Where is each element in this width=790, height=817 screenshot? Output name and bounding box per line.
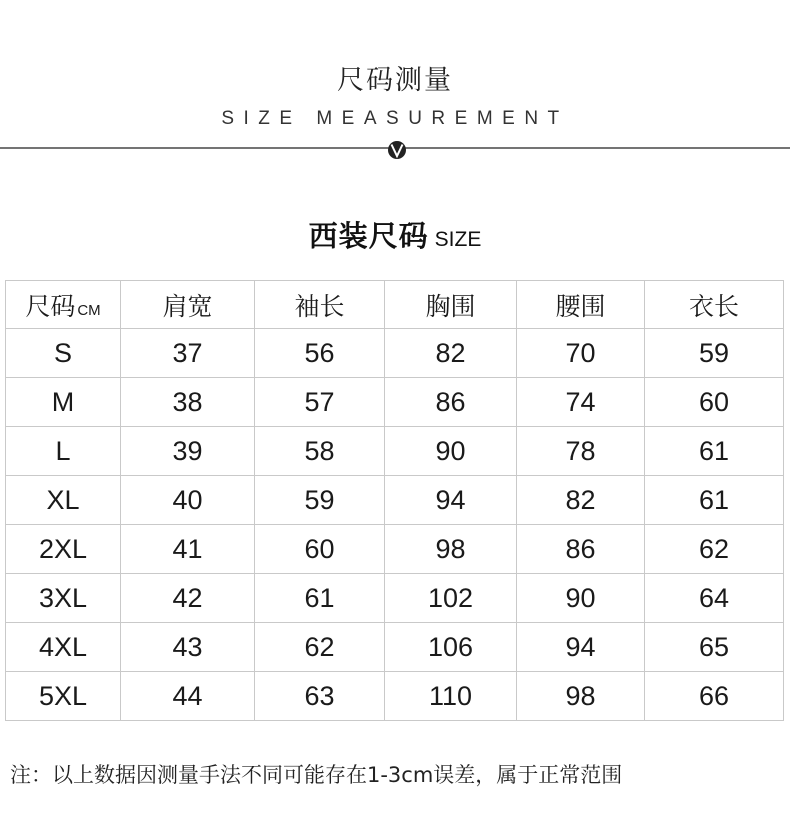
table-row (6, 672, 784, 721)
table-cell: 66 (645, 672, 784, 721)
table-cell: 58 (255, 427, 385, 476)
header-size-label: 尺码 (25, 291, 76, 321)
header-shoulder: 肩宽 (121, 281, 255, 329)
size-cell: XL (6, 476, 121, 525)
size-cell: 5XL (6, 672, 121, 721)
table-cell: 86 (385, 378, 517, 427)
header-divider (0, 138, 790, 162)
size-table (5, 280, 784, 721)
table-row (6, 476, 784, 525)
table-cell: 74 (517, 378, 645, 427)
table-cell: 41 (121, 525, 255, 574)
table-row (6, 623, 784, 672)
table-cell: 78 (517, 427, 645, 476)
table-cell: 106 (385, 623, 517, 672)
size-cell: L (6, 427, 121, 476)
table-cell: 61 (645, 427, 784, 476)
page-subtitle: SIZE MEASUREMENT (221, 108, 569, 129)
table-title (0, 214, 790, 255)
size-cell: S (6, 329, 121, 378)
table-cell: 98 (517, 672, 645, 721)
table-cell: 59 (645, 329, 784, 378)
table-row (6, 574, 784, 623)
table-cell: 94 (517, 623, 645, 672)
table-cell: 56 (255, 329, 385, 378)
table-row (6, 525, 784, 574)
table-cell: 64 (645, 574, 784, 623)
table-cell: 82 (385, 329, 517, 378)
table-cell: 62 (645, 525, 784, 574)
header-size (6, 281, 121, 329)
unit-label: CM (77, 301, 101, 319)
header-length: 衣长 (645, 281, 784, 329)
size-cell: 3XL (6, 574, 121, 623)
table-cell: 102 (385, 574, 517, 623)
table-cell: 90 (517, 574, 645, 623)
table-cell: 86 (517, 525, 645, 574)
table-cell: 40 (121, 476, 255, 525)
table-cell: 44 (121, 672, 255, 721)
table-cell: 90 (385, 427, 517, 476)
table-cell: 65 (645, 623, 784, 672)
page-title: 尺码测量 (337, 65, 453, 96)
table-cell: 39 (121, 427, 255, 476)
table-cell: 43 (121, 623, 255, 672)
table-row (6, 427, 784, 476)
table-cell: 38 (121, 378, 255, 427)
table-header-row (6, 281, 784, 329)
table-cell: 60 (255, 525, 385, 574)
table-row (6, 329, 784, 378)
header-chest: 胸围 (385, 281, 517, 329)
v-emblem-icon (388, 141, 406, 159)
table-cell: 61 (255, 574, 385, 623)
table-cell: 70 (517, 329, 645, 378)
table-cell: 57 (255, 378, 385, 427)
table-cell: 94 (385, 476, 517, 525)
table-cell: 63 (255, 672, 385, 721)
table-cell: 98 (385, 525, 517, 574)
table-cell: 61 (645, 476, 784, 525)
table-row (6, 378, 784, 427)
table-cell: 37 (121, 329, 255, 378)
table-cell: 62 (255, 623, 385, 672)
table-cell: 110 (385, 672, 517, 721)
header-sleeve: 袖长 (255, 281, 385, 329)
table-title-main: 西装尺码 (308, 219, 429, 253)
table-cell: 59 (255, 476, 385, 525)
table-cell: 42 (121, 574, 255, 623)
table-cell: 82 (517, 476, 645, 525)
header-waist: 腰围 (517, 281, 645, 329)
measurement-note: 注：以上数据因测量手法不同可能存在1-3cm误差，属于正常范围 (10, 763, 623, 787)
size-cell: 2XL (6, 525, 121, 574)
table-cell: 60 (645, 378, 784, 427)
size-cell: 4XL (6, 623, 121, 672)
size-cell: M (6, 378, 121, 427)
table-title-sub: SIZE (434, 228, 482, 251)
